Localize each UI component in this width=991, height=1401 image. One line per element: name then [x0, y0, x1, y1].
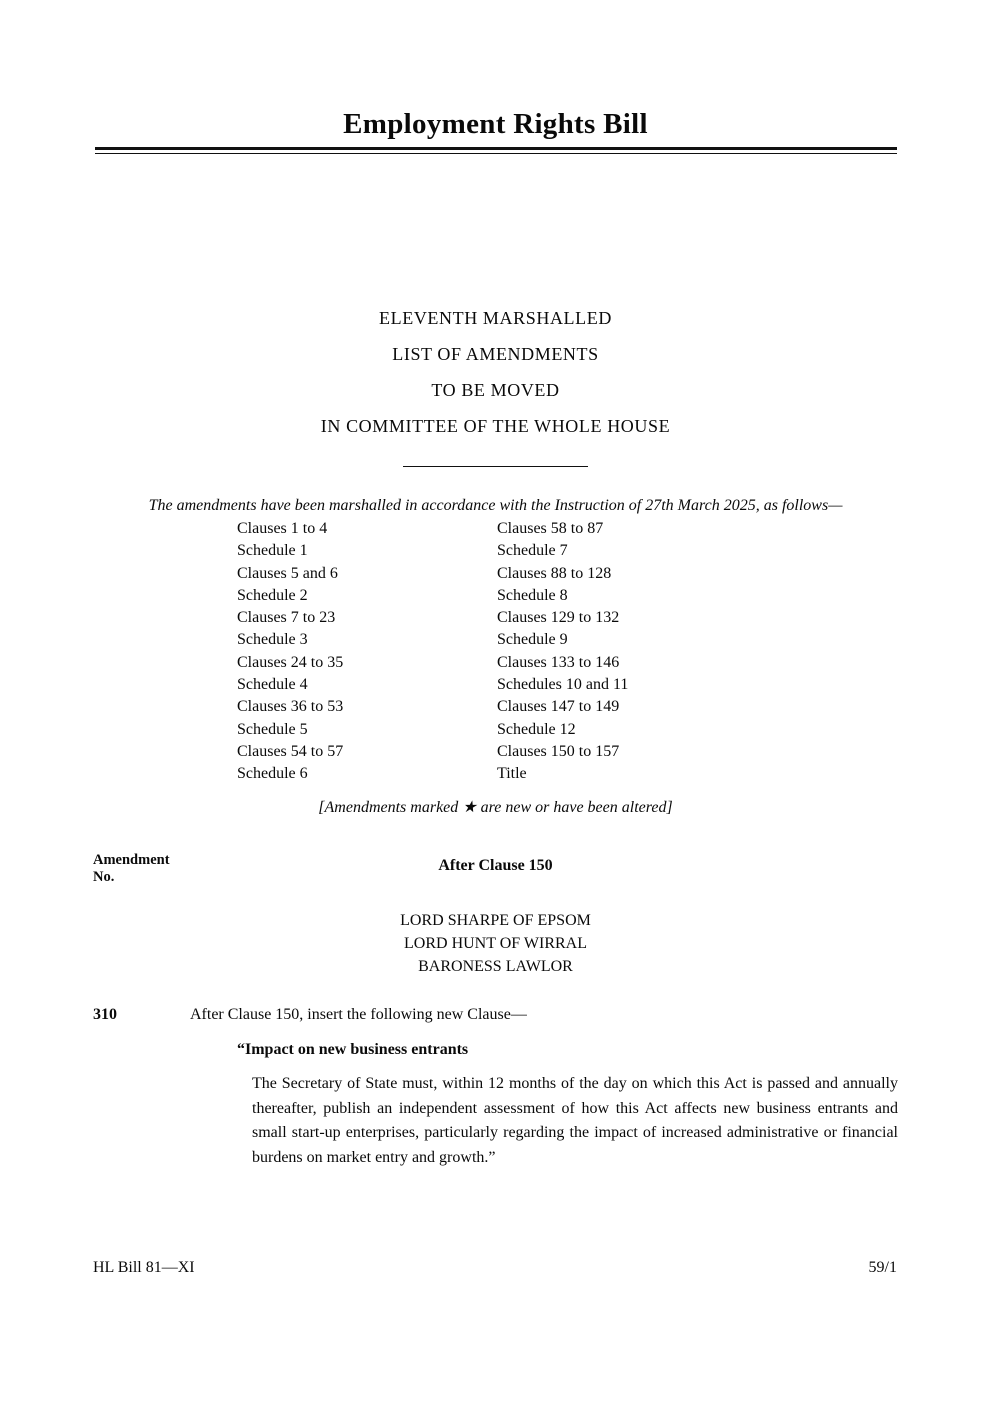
new-clause-title: “Impact on new business entrants	[237, 1041, 469, 1058]
order-item: Clauses 147 to 149	[497, 698, 620, 716]
order-item: Clauses 133 to 146	[497, 653, 620, 671]
marshalling-left-column	[237, 518, 497, 786]
amendment-instruction: After Clause 150, insert the following new Clause—	[190, 1006, 527, 1023]
sponsor-name: BARONESS LAWLOR	[418, 958, 573, 975]
marshalling-intro: The amendments have been marshalled in accordance with the Instruction of 27th March 2025, as follows—	[148, 497, 843, 514]
page-reference: 59/1	[868, 1259, 897, 1276]
bill-reference: HL Bill 81—XI	[93, 1259, 195, 1276]
sponsor-list	[0, 909, 991, 978]
amendment-number: 310	[93, 1006, 117, 1023]
order-item: Schedule 4	[237, 676, 308, 694]
marshalled-heading	[0, 308, 991, 452]
title-double-rule	[95, 147, 897, 154]
heading-line-3: TO BE MOVED	[431, 380, 560, 400]
new-clause-body: The Secretary of State must, within 12 months of the day on which this Act is passed and annually thereafter, publish an independent assessment of how this Act affects new business entrants and small start-up enterprises, particularly regarding the impact of increased administrative or financial burdens on market entry and growth.”	[252, 1075, 898, 1166]
order-item: Schedule 3	[237, 631, 308, 649]
order-item: Clauses 24 to 35	[237, 653, 344, 671]
order-item: Clauses 150 to 157	[497, 742, 620, 760]
sponsor-name: LORD HUNT OF WIRRAL	[404, 935, 587, 952]
order-item: Schedule 8	[497, 586, 568, 604]
document-title: Employment Rights Bill	[343, 108, 648, 140]
amendment-no-label-line1: Amendment	[93, 852, 170, 868]
heading-line-2: LIST OF AMENDMENTS	[392, 344, 599, 364]
marshalling-order	[237, 518, 628, 786]
page-footer	[93, 1259, 897, 1277]
order-item: Schedule 1	[237, 542, 308, 560]
heading-line-4: IN COMMITTEE OF THE WHOLE HOUSE	[320, 416, 671, 436]
order-item: Schedules 10 and 11	[497, 676, 629, 694]
star-note: [Amendments marked ★ are new or have been altered]	[318, 799, 673, 816]
order-item: Title	[497, 765, 527, 783]
section-heading-after-clause-150: After Clause 150	[438, 857, 553, 874]
order-item: Clauses 36 to 53	[237, 698, 344, 716]
order-item: Schedule 5	[237, 720, 308, 738]
order-item: Schedule 6	[237, 765, 308, 783]
amendment-no-label-line2: No.	[93, 869, 115, 885]
heading-line-1: ELEVENTH MARSHALLED	[379, 308, 612, 328]
order-item: Clauses 1 to 4	[237, 520, 328, 537]
section-divider-rule	[403, 466, 588, 467]
marshalling-right-column	[497, 518, 628, 786]
order-item: Clauses 129 to 132	[497, 609, 620, 627]
order-item: Clauses 54 to 57	[237, 742, 344, 760]
sponsor-name: LORD SHARPE OF EPSOM	[400, 912, 591, 929]
order-item: Schedule 2	[237, 586, 308, 604]
order-item: Clauses 88 to 128	[497, 564, 612, 582]
order-item: Schedule 12	[497, 720, 576, 738]
order-item: Clauses 5 and 6	[237, 564, 338, 582]
order-item: Schedule 7	[497, 542, 568, 560]
order-item: Schedule 9	[497, 631, 568, 649]
order-item: Clauses 7 to 23	[237, 609, 336, 627]
order-item: Clauses 58 to 87	[497, 520, 604, 537]
